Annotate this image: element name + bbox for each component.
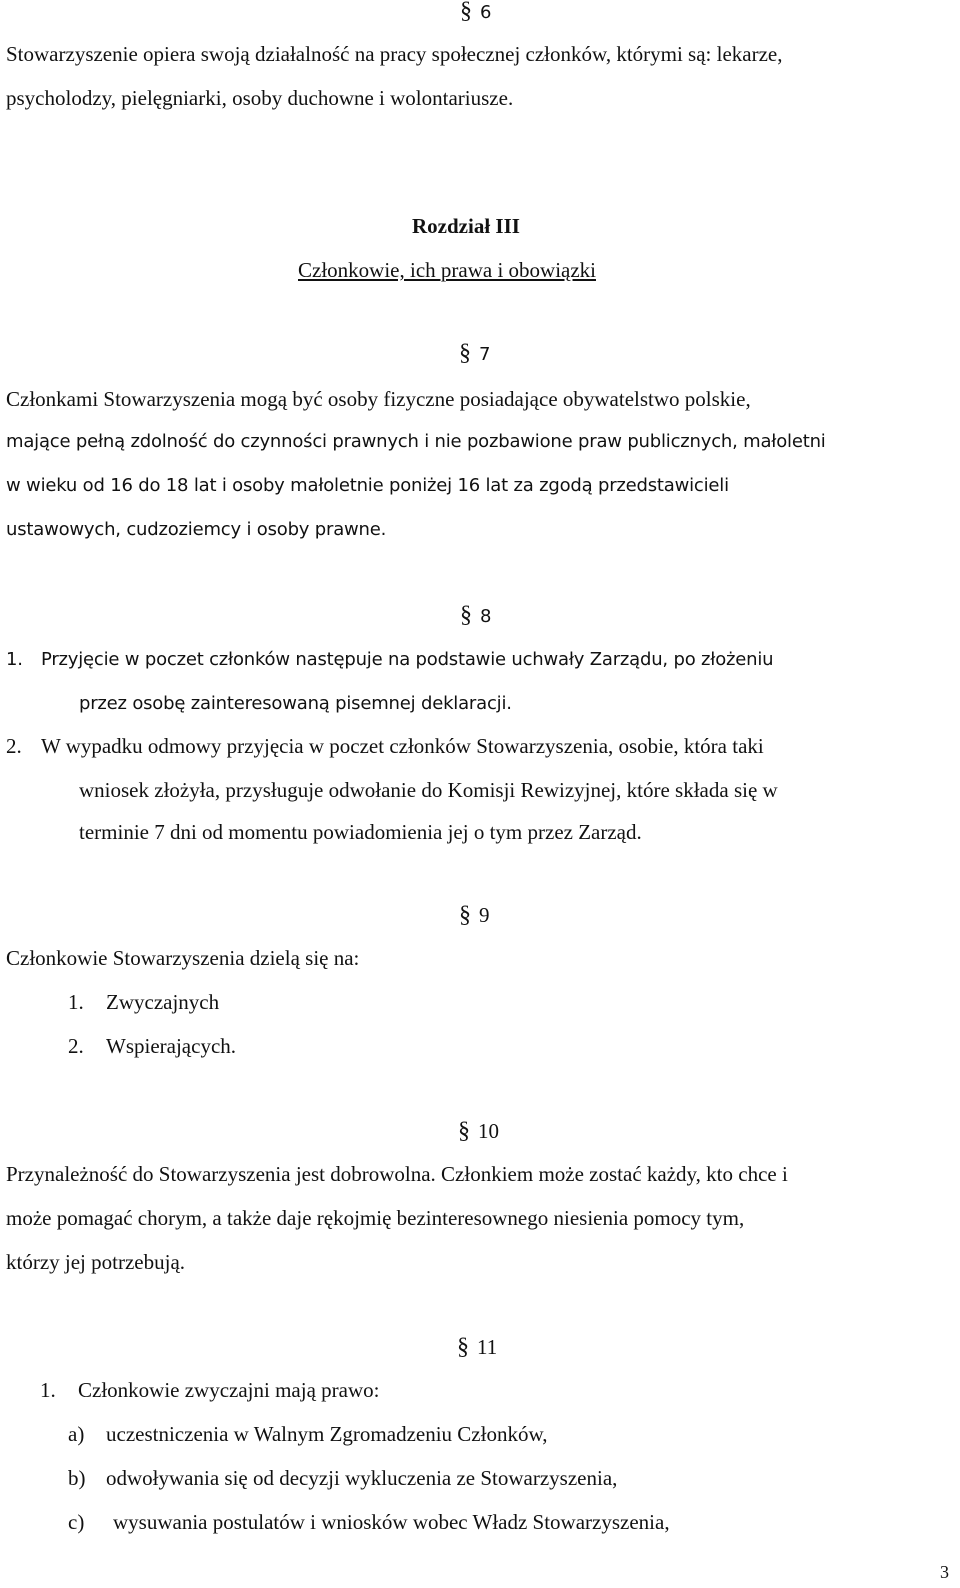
paragraph-11-item-a-label: a)	[68, 1422, 85, 1446]
paragraph-9-item-1: Zwyczajnych	[106, 990, 220, 1014]
chapter-title: Rozdział III	[412, 214, 520, 238]
paragraph-8-item-2-line-2: wniosek złożyła, przysługuje odwołanie do Komisji Rewizyjnej, które składa się w	[79, 778, 778, 802]
section-number: 7	[479, 344, 491, 365]
paragraph-7-line-4: ustawowych, cudzoziemcy i osoby prawne.	[6, 519, 387, 540]
paragraph-11-item-b: odwoływania się od decyzji wykluczenia ze Stowarzyszenia,	[106, 1466, 618, 1490]
section-number: 8	[480, 606, 492, 627]
paragraph-7-line-1: Członkami Stowarzyszenia mogą być osoby fizyczne posiadające obywatelstwo polskie,	[6, 387, 751, 411]
section-8-heading	[460, 602, 491, 629]
chapter-subtitle: Członkowie, ich prawa i obowiązki	[298, 258, 596, 282]
page-number: 3	[940, 1562, 949, 1582]
paragraph-11-item-b-label: b)	[68, 1466, 86, 1490]
paragraph-8-item-1-line-1: Przyjęcie w poczet członków następuje na podstawie uchwały Zarządu, po złożeniu	[41, 649, 774, 670]
section-number: 10	[478, 1119, 499, 1143]
section-symbol: §	[460, 602, 472, 628]
section-symbol: §	[460, 0, 472, 24]
section-7-heading	[459, 340, 490, 367]
paragraph-7-line-3: w wieku od 16 do 18 lat i osoby małoletnie poniżej 16 lat za zgodą przedstawicieli	[6, 475, 729, 496]
paragraph-10-line-2: może pomagać chorym, a także daje rękojmię bezinteresownego niesienia pomocy tym,	[6, 1206, 745, 1230]
paragraph-9-item-2: Wspierających.	[106, 1034, 237, 1058]
section-symbol: §	[459, 340, 471, 366]
paragraph-8-item-2-number: 2.	[6, 734, 22, 758]
section-11-heading	[457, 1334, 497, 1361]
paragraph-6-line-1: Stowarzyszenie opiera swoją działalność na pracy społecznej członków, którymi są: lekarze,	[6, 42, 783, 66]
paragraph-9-item-2-number: 2.	[68, 1034, 84, 1058]
section-symbol: §	[459, 902, 471, 928]
paragraph-11-item-c-label: c)	[68, 1510, 85, 1534]
paragraph-7-line-2: mające pełną zdolność do czynności prawnych i nie pozbawione praw publicznych, małoletni	[6, 431, 826, 452]
paragraph-10-line-1: Przynależność do Stowarzyszenia jest dobrowolna. Członkiem może zostać każdy, kto chce i	[6, 1162, 788, 1186]
section-10-heading	[458, 1118, 499, 1145]
paragraph-9-intro: Członkowie Stowarzyszenia dzielą się na:	[6, 946, 360, 970]
paragraph-8-item-1-line-2: przez osobę zainteresowaną pisemnej deklaracji.	[79, 693, 512, 714]
section-symbol: §	[458, 1118, 470, 1144]
section-number: 11	[477, 1335, 498, 1359]
paragraph-9-item-1-number: 1.	[68, 990, 84, 1014]
paragraph-11-item-1-number: 1.	[40, 1378, 56, 1402]
section-9-heading	[459, 902, 490, 929]
section-number: 9	[479, 903, 490, 927]
paragraph-8-item-1-number: 1.	[6, 649, 23, 670]
section-number: 6	[480, 2, 492, 23]
paragraph-11-item-a: uczestniczenia w Walnym Zgromadzeniu Członków,	[106, 1422, 548, 1446]
paragraph-6-line-2: psycholodzy, pielęgniarki, osoby duchowne i wolontariusze.	[6, 86, 514, 110]
paragraph-11-item-1: Członkowie zwyczajni mają prawo:	[78, 1378, 380, 1402]
section-symbol: §	[457, 1334, 469, 1360]
paragraph-11-item-c: wysuwania postulatów i wniosków wobec Władz Stowarzyszenia,	[113, 1510, 670, 1534]
section-6-heading	[460, 0, 491, 25]
paragraph-8-item-2-line-3: terminie 7 dni od momentu powiadomienia jej o tym przez Zarząd.	[79, 820, 642, 844]
paragraph-10-line-3: którzy jej potrzebują.	[6, 1250, 186, 1274]
paragraph-8-item-2-line-1: W wypadku odmowy przyjęcia w poczet członków Stowarzyszenia, osobie, która taki	[41, 734, 764, 758]
